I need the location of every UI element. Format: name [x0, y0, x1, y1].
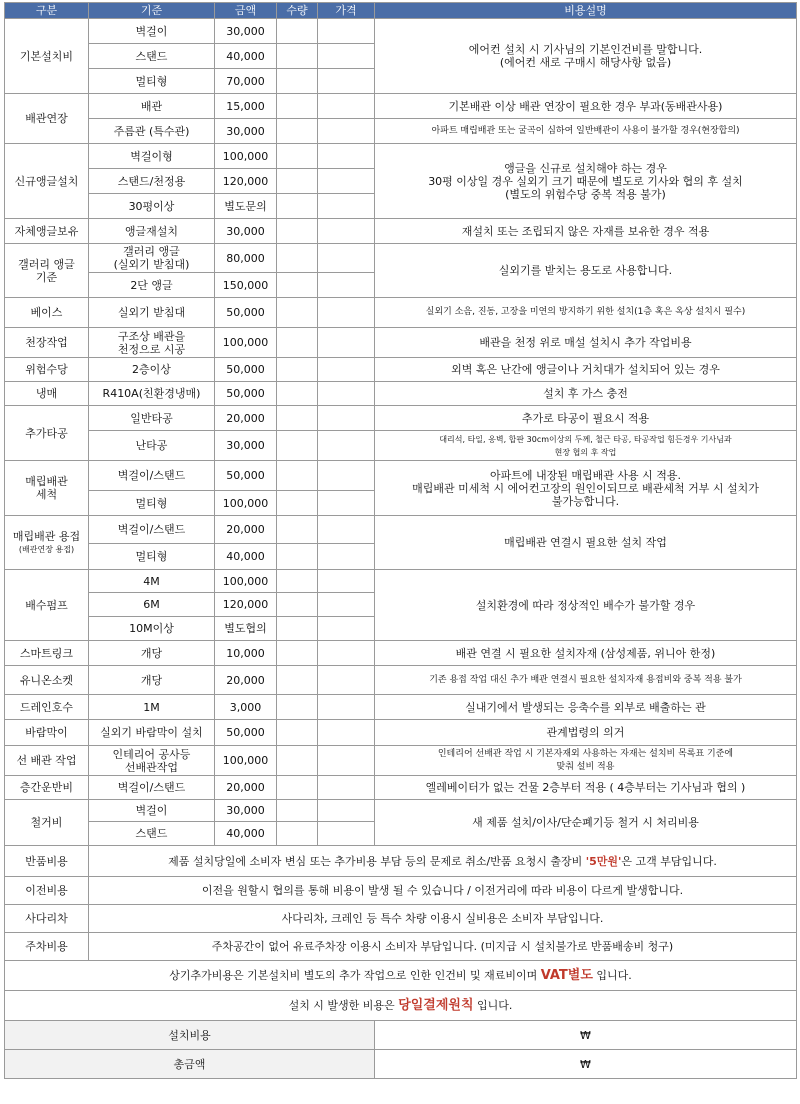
spec-cell: 10M이상	[89, 617, 215, 641]
spec-line: 선배관작업	[124, 760, 179, 774]
description-cell: 관계법령의 의거	[375, 720, 797, 746]
spec-cell: 스탠드	[89, 44, 215, 69]
amount-cell[interactable]	[318, 570, 375, 593]
table-row	[5, 358, 797, 382]
vat-note	[5, 961, 797, 991]
spec-cell: 벽걸이형	[89, 144, 215, 169]
amount-cell[interactable]	[318, 358, 375, 382]
amount-cell[interactable]	[318, 94, 375, 119]
header-row	[5, 3, 797, 19]
header-price: 금액	[215, 3, 277, 19]
price-cell: 30,000	[215, 19, 277, 44]
table-row	[5, 94, 797, 119]
amount-cell[interactable]	[318, 516, 375, 544]
spec-cell: 개당	[89, 666, 215, 695]
quantity-cell[interactable]	[277, 69, 318, 94]
price-cell: 70,000	[215, 69, 277, 94]
description-line: 에어컨 설치 시 기사님의 기본인건비를 말합니다.	[468, 43, 703, 56]
quantity-cell[interactable]	[277, 617, 318, 641]
policy-row	[5, 877, 797, 905]
spec-cell: 벽걸이/스탠드	[89, 776, 215, 800]
quantity-cell[interactable]	[277, 169, 318, 194]
description-line: 대리석, 타일, 옹벽, 합판 30cm이상의 두께, 철근 타공, 타공작업 힘든경우 기사님과	[439, 434, 732, 444]
note-text-part: 설치 시 발생한 비용은	[288, 999, 399, 1012]
price-cell: 별도문의	[215, 194, 277, 219]
table-row	[5, 570, 797, 593]
quantity-cell[interactable]	[277, 695, 318, 720]
amount-cell[interactable]	[318, 244, 375, 273]
price-cell: 50,000	[215, 720, 277, 746]
policy-row	[5, 933, 797, 961]
note-text-part: 상기추가비용은 기본설치비 별도의 추가 작업으로 인한 인건비 및 재료비이며	[169, 969, 541, 982]
description-cell: 실외기를 받치는 용도로 사용합니다.	[375, 244, 797, 298]
return-fee-highlight: '5만원'	[585, 854, 622, 868]
category-cell: 베이스	[5, 298, 89, 328]
price-cell: 20,000	[215, 666, 277, 695]
category-cell	[5, 461, 89, 516]
price-cell: 20,000	[215, 516, 277, 544]
quantity-cell[interactable]	[277, 822, 318, 846]
amount-cell[interactable]	[318, 119, 375, 144]
price-cell: 20,000	[215, 776, 277, 800]
description-line: 현장 협의 후 작업	[554, 447, 617, 457]
price-cell: 40,000	[215, 44, 277, 69]
spec-line: 천정으로 시공	[117, 342, 186, 356]
spec-cell	[89, 328, 215, 358]
table-row	[5, 800, 797, 822]
amount-cell[interactable]	[318, 273, 375, 298]
description-cell: 엘레베이터가 없는 건물 2층부터 적용 ( 4층부터는 기사님과 협의 )	[375, 776, 797, 800]
spec-cell: 실외기 받침대	[89, 298, 215, 328]
amount-cell[interactable]	[318, 776, 375, 800]
table-row	[5, 244, 797, 273]
policy-text-part: 은 고객 부담입니다.	[621, 854, 717, 868]
price-cell: 50,000	[215, 298, 277, 328]
category-cell	[5, 516, 89, 570]
policy-row	[5, 846, 797, 877]
header-description: 비용설명	[375, 3, 797, 19]
total-row	[5, 1021, 797, 1050]
price-cell: 3,000	[215, 695, 277, 720]
description-line: (별도의 위험수당 중복 적용 불가)	[505, 187, 666, 201]
price-cell: 30,000	[215, 219, 277, 244]
install-cost-label: 설치비용	[5, 1021, 375, 1050]
amount-cell[interactable]	[318, 19, 375, 44]
category-cell: 배관연장	[5, 94, 89, 144]
policy-text-part: 제품 설치당일에 소비자 변심 또는 추가비용 부담 등의 문제로 취소/반품 요청시 출장비	[168, 854, 586, 868]
description-cell: 외벽 혹은 난간에 앵글이나 거치대가 설치되어 있는 경우	[375, 358, 797, 382]
quantity-cell[interactable]	[277, 666, 318, 695]
price-cell: 30,000	[215, 800, 277, 822]
amount-cell[interactable]	[318, 431, 375, 461]
policy-label: 이전비용	[5, 877, 89, 905]
spec-cell: 일반타공	[89, 406, 215, 431]
table-row	[5, 406, 797, 431]
spec-cell: 2층이상	[89, 358, 215, 382]
quantity-cell[interactable]	[277, 516, 318, 544]
amount-cell[interactable]	[318, 746, 375, 776]
spec-line: 구조상 배관을	[117, 329, 186, 343]
spec-cell	[89, 244, 215, 273]
category-cell: 자체앵글보유	[5, 219, 89, 244]
policy-text	[89, 846, 797, 877]
description-cell: 배관 연결 시 필요한 설치자재 (삼성제품, 위니아 한정)	[375, 641, 797, 666]
amount-cell[interactable]	[318, 641, 375, 666]
description-cell: 매립배관 연결시 필요한 설치 작업	[375, 516, 797, 570]
spec-cell: 벽걸이/스탠드	[89, 516, 215, 544]
quantity-cell[interactable]	[277, 431, 318, 461]
quantity-cell[interactable]	[277, 570, 318, 593]
table-row	[5, 431, 797, 461]
quantity-cell[interactable]	[277, 94, 318, 119]
category-cell: 배수펌프	[5, 570, 89, 641]
table-row	[5, 695, 797, 720]
quantity-cell[interactable]	[277, 298, 318, 328]
spec-cell: 난타공	[89, 431, 215, 461]
spec-cell: 실외기 바람막이 설치	[89, 720, 215, 746]
category-line: 세척	[35, 488, 58, 501]
price-cell: 별도협의	[215, 617, 277, 641]
table-row	[5, 666, 797, 695]
quantity-cell[interactable]	[277, 144, 318, 169]
spec-cell: 멀티형	[89, 544, 215, 570]
spec-cell: 벽걸이/스탠드	[89, 461, 215, 491]
description-cell	[375, 431, 797, 461]
quantity-cell[interactable]	[277, 746, 318, 776]
category-line: 기준	[35, 270, 58, 284]
description-line: 30평 이상일 경우 실외기 크기 때문에 별도로 기사와 협의 후 설치	[428, 174, 743, 188]
table-row	[5, 19, 797, 44]
price-cell: 50,000	[215, 358, 277, 382]
policy-row	[5, 905, 797, 933]
table-row	[5, 328, 797, 358]
install-cost-value[interactable]: ₩	[375, 1021, 797, 1050]
amount-cell[interactable]	[318, 544, 375, 570]
quantity-cell[interactable]	[277, 44, 318, 69]
description-cell: 아파트 매립배관 또는 굴곡이 심하여 일반배관이 사용이 불가할 경우(현장합의)	[375, 119, 797, 144]
quantity-cell[interactable]	[277, 720, 318, 746]
policy-label: 주차비용	[5, 933, 89, 961]
table-row	[5, 119, 797, 144]
spec-cell: 멀티형	[89, 69, 215, 94]
category-cell	[5, 244, 89, 298]
payment-highlight: 당일결제원칙	[398, 998, 474, 1013]
amount-cell[interactable]	[318, 800, 375, 822]
amount-cell[interactable]	[318, 720, 375, 746]
description-line: 앵글을 신규로 설치해야 하는 경우	[504, 161, 667, 175]
policy-label: 사다리차	[5, 905, 89, 933]
price-cell: 40,000	[215, 544, 277, 570]
category-cell: 천장작업	[5, 328, 89, 358]
amount-cell[interactable]	[318, 194, 375, 219]
quantity-cell[interactable]	[277, 800, 318, 822]
quantity-cell[interactable]	[277, 406, 318, 431]
category-line: 매립배관 용접	[12, 529, 81, 543]
description-line: 맞춰 설비 적용	[556, 761, 615, 772]
description-cell: 새 제품 설치/이사/단순폐기등 철거 시 처리비용	[375, 800, 797, 846]
category-cell: 냉매	[5, 382, 89, 406]
price-cell: 120,000	[215, 593, 277, 617]
table-row	[5, 461, 797, 491]
quantity-cell[interactable]	[277, 273, 318, 298]
spec-cell: 2단 앵글	[89, 273, 215, 298]
note-row	[5, 961, 797, 991]
category-cell: 스마트링크	[5, 641, 89, 666]
install-cost-table	[4, 2, 797, 1079]
spec-cell: 스탠드	[89, 822, 215, 846]
category-cell: 선 배관 작업	[5, 746, 89, 776]
payment-note	[5, 991, 797, 1021]
quantity-cell[interactable]	[277, 328, 318, 358]
note-text-part: 입니다.	[473, 999, 513, 1012]
price-cell: 100,000	[215, 144, 277, 169]
quantity-cell[interactable]	[277, 544, 318, 570]
quantity-cell[interactable]	[277, 776, 318, 800]
category-cell: 위험수당	[5, 358, 89, 382]
price-cell: 20,000	[215, 406, 277, 431]
amount-cell[interactable]	[318, 461, 375, 491]
amount-cell[interactable]	[318, 382, 375, 406]
description-cell: 재설치 또는 조립되지 않은 자재를 보유한 경우 적용	[375, 219, 797, 244]
table-row	[5, 298, 797, 328]
quantity-cell[interactable]	[277, 641, 318, 666]
quantity-cell[interactable]	[277, 19, 318, 44]
spec-cell	[89, 746, 215, 776]
price-cell: 100,000	[215, 328, 277, 358]
category-cell: 추가타공	[5, 406, 89, 461]
header-amount: 가격	[318, 3, 375, 19]
description-line: 매립배관 미세척 시 에어컨고장의 원인이되므로 배관세척 거부 시 설치가	[412, 481, 759, 495]
price-cell: 80,000	[215, 244, 277, 273]
amount-cell[interactable]	[318, 169, 375, 194]
price-cell: 50,000	[215, 461, 277, 491]
quantity-cell[interactable]	[277, 219, 318, 244]
spec-cell: 4M	[89, 570, 215, 593]
amount-cell[interactable]	[318, 695, 375, 720]
policy-label: 반품비용	[5, 846, 89, 877]
quantity-cell[interactable]	[277, 491, 318, 516]
price-cell: 30,000	[215, 119, 277, 144]
table-row	[5, 516, 797, 544]
category-line: (배관연장 용접)	[18, 544, 75, 554]
category-cell: 신규앵글설치	[5, 144, 89, 219]
amount-cell[interactable]	[318, 491, 375, 516]
policy-text: 주차공간이 없어 유료주차장 이용시 소비자 부담입니다. (미지급 시 설치불가로 반품배송비 청구)	[89, 933, 797, 961]
description-cell: 실내기에서 발생되는 응축수를 외부로 배출하는 관	[375, 695, 797, 720]
header-category: 구분	[5, 3, 89, 19]
table-row	[5, 720, 797, 746]
amount-cell[interactable]	[318, 666, 375, 695]
amount-cell[interactable]	[318, 44, 375, 69]
category-line: 갤러리 앵글	[18, 257, 75, 271]
amount-cell[interactable]	[318, 298, 375, 328]
description-cell: 추가로 타공이 필요시 적용	[375, 406, 797, 431]
quantity-cell[interactable]	[277, 194, 318, 219]
description-cell: 기존 용접 작업 대신 추가 배관 연결시 필요한 설치자재 용접비와 중복 적용 불가	[375, 666, 797, 695]
description-line: 인테리어 선배관 작업 시 기본자재외 사용하는 자재는 설치비 목록표 기준에	[437, 748, 734, 759]
category-cell: 철거비	[5, 800, 89, 846]
category-cell: 유니온소켓	[5, 666, 89, 695]
description-line: 불가능합니다.	[551, 494, 620, 508]
spec-cell: 벽걸이	[89, 19, 215, 44]
note-row	[5, 991, 797, 1021]
description-cell	[375, 19, 797, 94]
table-row	[5, 144, 797, 169]
price-cell: 30,000	[215, 431, 277, 461]
table-row	[5, 641, 797, 666]
category-cell: 드레인호수	[5, 695, 89, 720]
table-row	[5, 776, 797, 800]
spec-line: 인테리어 공사등	[112, 747, 191, 761]
policy-text: 사다리차, 크레인 등 특수 차량 이용시 실비용은 소비자 부담입니다.	[89, 905, 797, 933]
quantity-cell[interactable]	[277, 382, 318, 406]
amount-cell[interactable]	[318, 593, 375, 617]
price-cell: 10,000	[215, 641, 277, 666]
description-line: (에어컨 새로 구매시 해당사항 없음)	[499, 56, 672, 69]
header-quantity: 수량	[277, 3, 318, 19]
description-cell: 배관을 천정 위로 매설 설치시 추가 작업비용	[375, 328, 797, 358]
description-cell	[375, 461, 797, 516]
quantity-cell[interactable]	[277, 461, 318, 491]
quantity-cell[interactable]	[277, 244, 318, 273]
price-cell: 120,000	[215, 169, 277, 194]
spec-cell: 개당	[89, 641, 215, 666]
spec-cell: 스탠드/천정용	[89, 169, 215, 194]
spec-cell: 배관	[89, 94, 215, 119]
total-amount-label: 총금액	[5, 1050, 375, 1079]
spec-cell: 30평이상	[89, 194, 215, 219]
amount-cell[interactable]	[318, 69, 375, 94]
total-amount-value[interactable]: ₩	[375, 1050, 797, 1079]
price-cell: 100,000	[215, 570, 277, 593]
description-cell: 설치 후 가스 충전	[375, 382, 797, 406]
spec-cell: 1M	[89, 695, 215, 720]
amount-cell[interactable]	[318, 617, 375, 641]
price-cell: 150,000	[215, 273, 277, 298]
amount-cell[interactable]	[318, 822, 375, 846]
category-line: 매립배관	[25, 475, 68, 488]
table-row	[5, 382, 797, 406]
vat-highlight: VAT별도	[540, 968, 593, 983]
category-cell: 기본설치비	[5, 19, 89, 94]
category-cell: 바람막이	[5, 720, 89, 746]
description-line: 아파트에 내장된 매립배관 사용 시 적용.	[490, 468, 681, 482]
price-cell: 50,000	[215, 382, 277, 406]
description-cell: 설치환경에 따라 정상적인 배수가 불가할 경우	[375, 570, 797, 641]
price-cell: 40,000	[215, 822, 277, 846]
quantity-cell[interactable]	[277, 593, 318, 617]
spec-cell: 멀티형	[89, 491, 215, 516]
amount-cell[interactable]	[318, 144, 375, 169]
spec-cell: 벽걸이	[89, 800, 215, 822]
price-cell: 15,000	[215, 94, 277, 119]
total-row	[5, 1050, 797, 1079]
price-cell: 100,000	[215, 491, 277, 516]
spec-cell: 앵글재설치	[89, 219, 215, 244]
category-cell: 층간운반비	[5, 776, 89, 800]
spec-line: 갤러리 앵글	[123, 245, 180, 258]
description-cell: 실외기 소음, 진동, 고장을 미연의 방지하기 위한 설치(1층 혹은 옥상 설치시 필수)	[375, 298, 797, 328]
policy-text: 이전을 원할시 협의를 통해 비용이 발생 될 수 있습니다 / 이전거리에 따라 비용이 다르게 발생합니다.	[89, 877, 797, 905]
spec-cell: 6M	[89, 593, 215, 617]
table-row	[5, 746, 797, 776]
quantity-cell[interactable]	[277, 119, 318, 144]
amount-cell[interactable]	[318, 406, 375, 431]
spec-cell: R410A(친환경냉매)	[89, 382, 215, 406]
spec-cell: 주름관 (특수관)	[89, 119, 215, 144]
quantity-cell[interactable]	[277, 358, 318, 382]
spec-line: (실외기 받침대)	[113, 258, 190, 271]
header-spec: 기준	[89, 3, 215, 19]
amount-cell[interactable]	[318, 328, 375, 358]
table-row	[5, 219, 797, 244]
note-text-part: 입니다.	[592, 969, 632, 982]
description-cell: 기본배관 이상 배관 연장이 필요한 경우 부과(동배관사용)	[375, 94, 797, 119]
description-cell	[375, 746, 797, 776]
description-cell	[375, 144, 797, 219]
price-cell: 100,000	[215, 746, 277, 776]
amount-cell[interactable]	[318, 219, 375, 244]
